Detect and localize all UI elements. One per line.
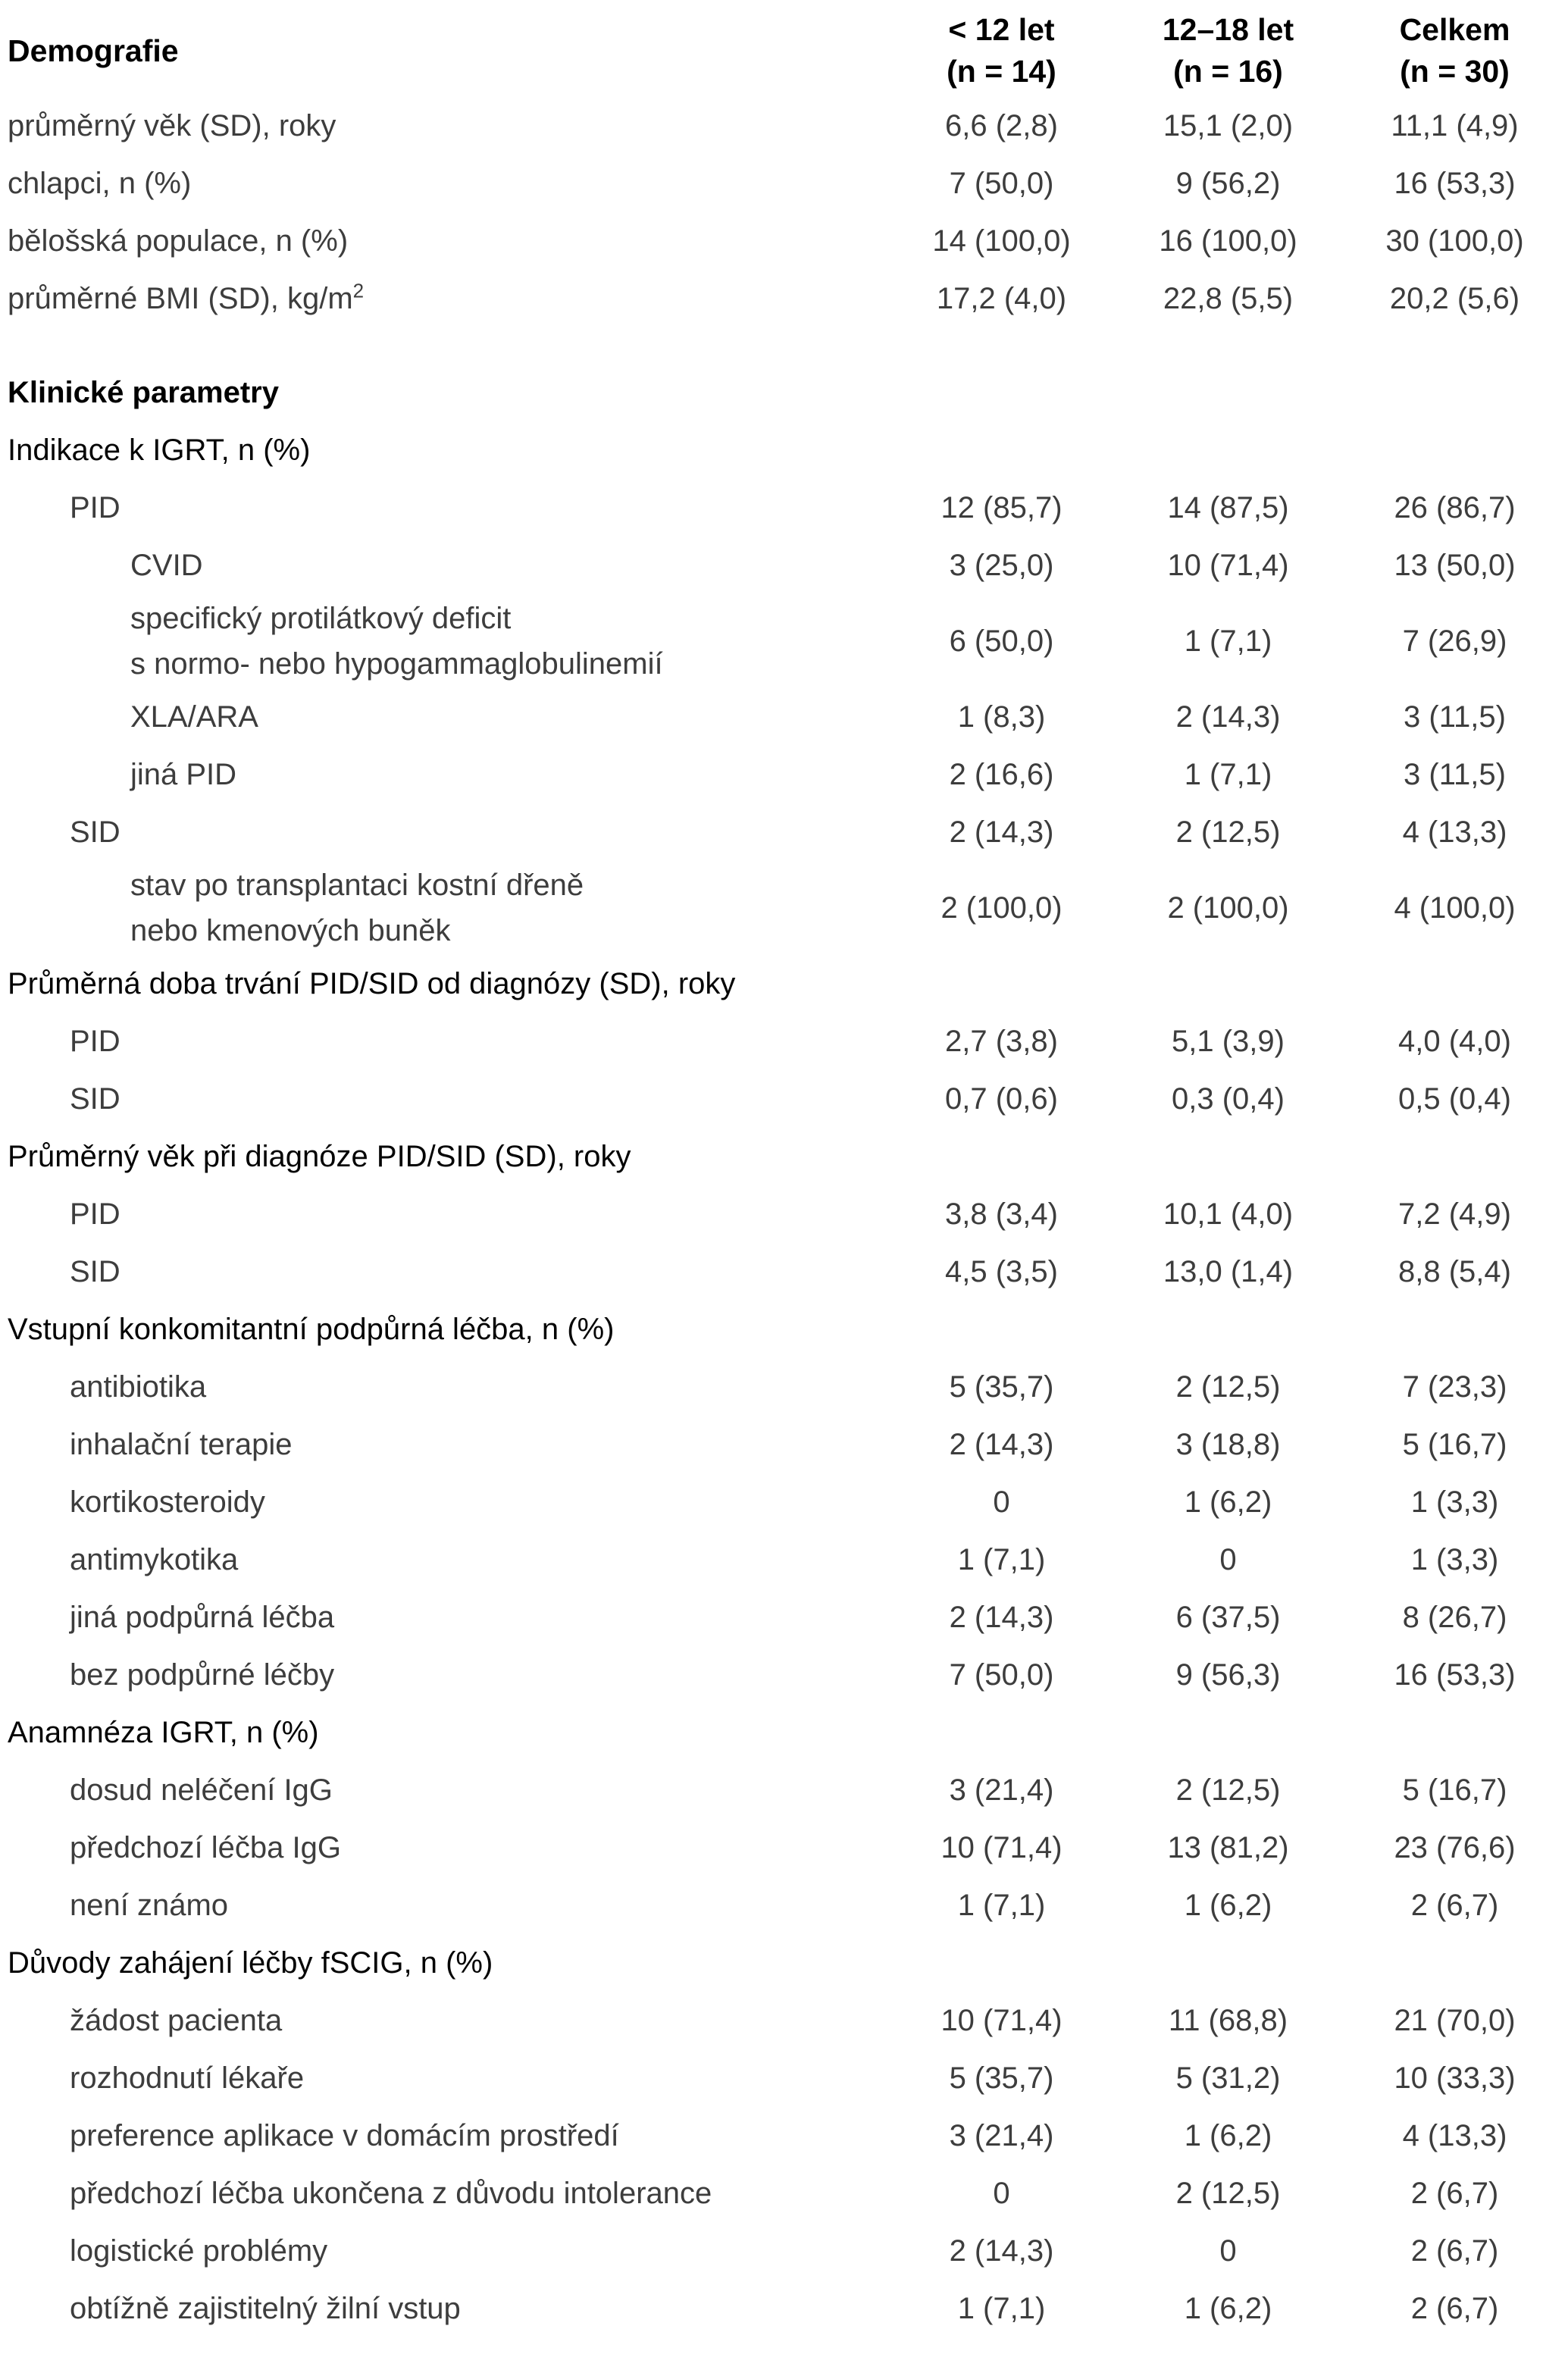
row-label (8, 1998, 888, 2043)
row-label-text-line2: nebo kmenových buněk (130, 914, 451, 947)
row-label (8, 1134, 888, 1179)
row-label-text: žádost pacienta (70, 2004, 283, 2037)
row-label-text: PID (70, 1197, 120, 1231)
cell-value: 2 (14,3) (949, 1427, 1054, 1461)
cell-value: 1 (6,2) (1184, 1485, 1272, 1519)
row-label (8, 752, 888, 797)
cell-value: 16 (53,3) (1394, 166, 1516, 200)
row-label (8, 543, 888, 588)
row-label (8, 1537, 888, 1582)
cell-value: 10,1 (4,0) (1163, 1197, 1294, 1231)
table-row (8, 479, 1568, 537)
column-header-age-range: Celkem (1399, 11, 1510, 47)
row-label (8, 1595, 888, 1640)
table-header-row (8, 5, 1568, 97)
cell-value: 2 (14,3) (949, 815, 1054, 849)
row-label-text: antibiotika (70, 1370, 207, 1404)
cell-value: 1 (7,1) (1184, 757, 1272, 791)
table-row (8, 1128, 1568, 1185)
cell-value: 2 (100,0) (1167, 891, 1289, 925)
cell-value: 2 (12,5) (1175, 815, 1281, 849)
table-row (8, 1070, 1568, 1128)
cell-value: 3,8 (3,4) (945, 1197, 1058, 1231)
table-row (8, 1531, 1568, 1589)
row-label (8, 276, 888, 321)
row-label (8, 1019, 888, 1064)
row-label (8, 1710, 888, 1755)
column-header-under-12 (888, 9, 1115, 93)
cell-value: 1 (6,2) (1184, 1888, 1272, 1922)
row-label (8, 1883, 888, 1928)
cell-value: 0,7 (0,6) (945, 1082, 1058, 1116)
row-label (8, 103, 888, 149)
cell-value: 0,3 (0,4) (1172, 1082, 1285, 1116)
table-row (8, 861, 1568, 955)
cell-value: 14 (87,5) (1167, 490, 1289, 524)
row-label-text: SID (70, 815, 120, 849)
table-row (8, 1877, 1568, 1934)
column-header-age-range: 12–18 let (1162, 11, 1294, 47)
table-header-demografie: Demografie (8, 33, 179, 68)
cell-value: 5,1 (3,9) (1172, 1024, 1285, 1058)
cell-value: 2 (12,5) (1175, 1370, 1281, 1404)
row-label-text: není známo (70, 1889, 229, 1922)
cell-value: 13 (50,0) (1394, 548, 1516, 582)
row-label (8, 1479, 888, 1525)
row-label (8, 2286, 888, 2331)
cell-value: 10 (71,4) (1167, 548, 1289, 582)
row-label-text: chlapci, n (%) (8, 167, 192, 200)
cell-value: 0,5 (0,4) (1398, 1082, 1511, 1116)
cell-value: 14 (100,0) (932, 224, 1071, 258)
cell-value: 20,2 (5,6) (1389, 281, 1520, 315)
cell-value: 0 (993, 1485, 1010, 1519)
table-row (8, 2222, 1568, 2280)
row-label-text-line2: s normo- nebo hypogammaglobulinemií (130, 647, 663, 681)
cell-value: 6 (37,5) (1175, 1600, 1281, 1634)
table-row (8, 1358, 1568, 1416)
table-row (8, 1473, 1568, 1531)
cell-value: 1 (7,1) (957, 1888, 1046, 1922)
table-row (8, 364, 1568, 421)
cell-value: 4 (13,3) (1402, 815, 1507, 849)
row-label-text: SID (70, 1255, 120, 1288)
column-header-n-count: (n = 14) (947, 54, 1056, 89)
cell-value: 2 (14,3) (949, 1600, 1054, 1634)
cell-value: 8,8 (5,4) (1398, 1254, 1511, 1288)
cell-value: 13 (81,2) (1167, 1830, 1289, 1864)
cell-value: 5 (35,7) (949, 1370, 1054, 1404)
cell-value: 1 (6,2) (1184, 2118, 1272, 2152)
cell-value: 3 (18,8) (1175, 1427, 1281, 1461)
column-header-n-count: (n = 16) (1173, 54, 1283, 89)
cell-value: 4,5 (3,5) (945, 1254, 1058, 1288)
row-label (8, 161, 888, 206)
row-label (8, 961, 888, 1006)
row-label-text: rozhodnutí lékaře (70, 2061, 305, 2095)
table-row (8, 97, 1568, 155)
cell-value: 1 (6,2) (1184, 2291, 1272, 2325)
cell-value: 10 (71,4) (940, 1830, 1063, 1864)
cell-value: 0 (1219, 2234, 1237, 2268)
cell-value: 22,8 (5,5) (1163, 281, 1294, 315)
row-label-text: Průměrná doba trvání PID/SID od diagnózy (SD), roky (8, 967, 736, 1000)
row-label-text: jiná podpůrná léčba (70, 1601, 335, 1634)
row-label (8, 427, 888, 473)
row-label (8, 1191, 888, 1237)
table-row (8, 155, 1568, 212)
cell-value: 3 (21,4) (949, 2118, 1054, 2152)
row-label-text: inhalační terapie (70, 1428, 293, 1461)
row-label (8, 485, 888, 531)
table-row (8, 803, 1568, 861)
cell-value: 12 (85,7) (940, 490, 1063, 524)
row-label-text: stav po transplantaci kostní dřeně (130, 869, 584, 902)
cell-value: 1 (3,3) (1410, 1542, 1499, 1576)
cell-value: 16 (100,0) (1159, 224, 1297, 258)
cell-value: 2 (16,6) (949, 757, 1054, 791)
cell-value: 17,2 (4,0) (936, 281, 1067, 315)
cell-value: 2 (6,7) (1410, 1888, 1499, 1922)
cell-value: 5 (35,7) (949, 2061, 1054, 2095)
row-label-text: specifický protilátkový deficit (130, 602, 512, 635)
cell-value: 2 (12,5) (1175, 1773, 1281, 1807)
cell-value: 23 (76,6) (1394, 1830, 1516, 1864)
row-label (8, 1652, 888, 1698)
table-row (8, 955, 1568, 1013)
row-label (8, 2113, 888, 2158)
cell-value: 6,6 (2,8) (945, 108, 1058, 142)
row-label (8, 218, 888, 264)
table-row (8, 270, 1568, 327)
cell-value: 6 (50,0) (949, 624, 1054, 658)
cell-value: 7,2 (4,9) (1398, 1197, 1511, 1231)
row-label-text: SID (70, 1082, 120, 1116)
row-label-text: jiná PID (130, 758, 237, 791)
table-row (8, 2165, 1568, 2222)
row-label-text: CVID (130, 549, 203, 582)
cell-value: 5 (16,7) (1402, 1427, 1507, 1461)
row-label (8, 1422, 888, 1467)
row-label (8, 694, 888, 740)
row-label (8, 1249, 888, 1294)
row-label-text: obtížně zajistitelný žilní vstup (70, 2292, 461, 2325)
table-row (8, 2280, 1568, 2337)
cell-value: 2 (100,0) (940, 891, 1063, 925)
row-label (8, 2228, 888, 2274)
cell-value: 3 (11,5) (1404, 700, 1506, 734)
row-label-text: předchozí léčba IgG (70, 1831, 341, 1864)
cell-value: 7 (23,3) (1402, 1370, 1507, 1404)
row-label-text: Klinické parametry (8, 376, 279, 409)
row-label-text: Důvody zahájení léčby fSCIG, n (%) (8, 1946, 493, 1980)
row-label (8, 1825, 888, 1870)
table-row (8, 212, 1568, 270)
cell-value: 2 (12,5) (1175, 2176, 1281, 2210)
row-label-text: Vstupní konkomitantní podpůrná léčba, n (%) (8, 1313, 615, 1346)
row-label-text: Průměrný věk při diagnóze PID/SID (SD), roky (8, 1140, 631, 1173)
row-label-text: průměrný věk (SD), roky (8, 109, 336, 142)
cell-value: 26 (86,7) (1394, 490, 1516, 524)
row-label (8, 1076, 888, 1122)
cell-value: 2 (6,7) (1410, 2234, 1499, 2268)
cell-value: 16 (53,3) (1394, 1658, 1516, 1692)
row-label (8, 2171, 888, 2216)
table-row (8, 537, 1568, 594)
table-row (8, 1934, 1568, 1992)
row-label-text: kortikosteroidy (70, 1485, 265, 1519)
cell-value: 2 (6,7) (1410, 2291, 1499, 2325)
row-label-text: průměrné BMI (SD), kg/m (8, 282, 353, 315)
cell-value: 1 (3,3) (1410, 1485, 1499, 1519)
table-row (8, 1646, 1568, 1704)
cell-value: 1 (7,1) (1184, 624, 1272, 658)
cell-value: 4 (13,3) (1402, 2118, 1507, 2152)
superscript: 2 (352, 279, 365, 302)
column-header-total (1341, 9, 1568, 93)
cell-value: 7 (50,0) (949, 1658, 1054, 1692)
row-label (8, 862, 888, 953)
column-header-12-18 (1115, 9, 1341, 93)
table-row (8, 1589, 1568, 1646)
cell-value: 11 (68,8) (1168, 2003, 1288, 2037)
cell-value: 2 (14,3) (949, 2234, 1054, 2268)
row-label (8, 1307, 888, 1352)
table-row (8, 1301, 1568, 1358)
table-row (8, 1992, 1568, 2049)
cell-value: 2,7 (3,8) (945, 1024, 1058, 1058)
row-label-text: dosud neléčení IgG (70, 1773, 333, 1807)
table-row (8, 2049, 1568, 2107)
table-row (8, 746, 1568, 803)
row-label-text: předchozí léčba ukončena z důvodu intolerance (70, 2177, 712, 2210)
row-label (8, 2055, 888, 2101)
table-row (8, 594, 1568, 688)
table-row (8, 1704, 1568, 1761)
table-rows (8, 97, 1568, 2337)
cell-value: 3 (21,4) (949, 1773, 1054, 1807)
row-label-text: Indikace k IGRT, n (%) (8, 434, 311, 467)
row-label-text: logistické problémy (70, 2234, 328, 2268)
row-label (8, 809, 888, 855)
cell-value: 15,1 (2,0) (1163, 108, 1294, 142)
cell-value: 11,1 (4,9) (1391, 108, 1519, 142)
row-label-text: PID (70, 491, 120, 524)
cell-value: 8 (26,7) (1402, 1600, 1507, 1634)
cell-value: 3 (25,0) (949, 548, 1054, 582)
table-row (8, 1761, 1568, 1819)
table-row (8, 1819, 1568, 1877)
row-label-text: XLA/ARA (130, 700, 258, 734)
column-header-age-range: < 12 let (948, 11, 1055, 47)
cell-value: 1 (7,1) (957, 1542, 1046, 1576)
cell-value: 0 (993, 2176, 1010, 2210)
table-row (8, 1416, 1568, 1473)
cell-value: 1 (8,3) (957, 700, 1046, 734)
table-row (8, 1185, 1568, 1243)
cell-value: 4,0 (4,0) (1398, 1024, 1511, 1058)
cell-value: 2 (14,3) (1175, 700, 1281, 734)
row-label-text: bez podpůrné léčby (70, 1658, 335, 1692)
table-row (8, 1013, 1568, 1070)
row-label-text: bělošská populace, n (%) (8, 224, 349, 258)
cell-value: 4 (100,0) (1394, 891, 1516, 925)
cell-value: 10 (71,4) (940, 2003, 1063, 2037)
row-label (8, 1767, 888, 1813)
cell-value: 0 (1219, 1542, 1237, 1576)
table-row (8, 421, 1568, 479)
column-header-n-count: (n = 30) (1400, 54, 1510, 89)
cell-value: 9 (56,3) (1175, 1658, 1281, 1692)
row-label (8, 370, 888, 415)
row-label-text: preference aplikace v domácím prostředí (70, 2119, 619, 2152)
cell-value: 21 (70,0) (1394, 2003, 1516, 2037)
cell-value: 30 (100,0) (1385, 224, 1524, 258)
cell-value: 2 (6,7) (1410, 2176, 1499, 2210)
cell-value: 9 (56,2) (1175, 166, 1281, 200)
row-label-text: Anamnéza IGRT, n (%) (8, 1716, 319, 1749)
table-row (8, 1243, 1568, 1301)
cell-value: 3 (11,5) (1404, 757, 1506, 791)
cell-value: 7 (50,0) (949, 166, 1054, 200)
row-label-text: antimykotika (70, 1543, 239, 1576)
cell-value: 7 (26,9) (1402, 624, 1507, 658)
table-row (8, 2107, 1568, 2165)
row-label (8, 1940, 888, 1986)
cell-value: 5 (31,2) (1175, 2061, 1281, 2095)
row-label-text: PID (70, 1025, 120, 1058)
row-label (8, 596, 888, 687)
row-label (8, 1364, 888, 1410)
cell-value: 5 (16,7) (1402, 1773, 1507, 1807)
demographics-clinical-table (8, 5, 1568, 2337)
table-row (8, 688, 1568, 746)
cell-value: 1 (7,1) (957, 2291, 1046, 2325)
cell-value: 10 (33,3) (1394, 2061, 1516, 2095)
cell-value: 13,0 (1,4) (1163, 1254, 1294, 1288)
